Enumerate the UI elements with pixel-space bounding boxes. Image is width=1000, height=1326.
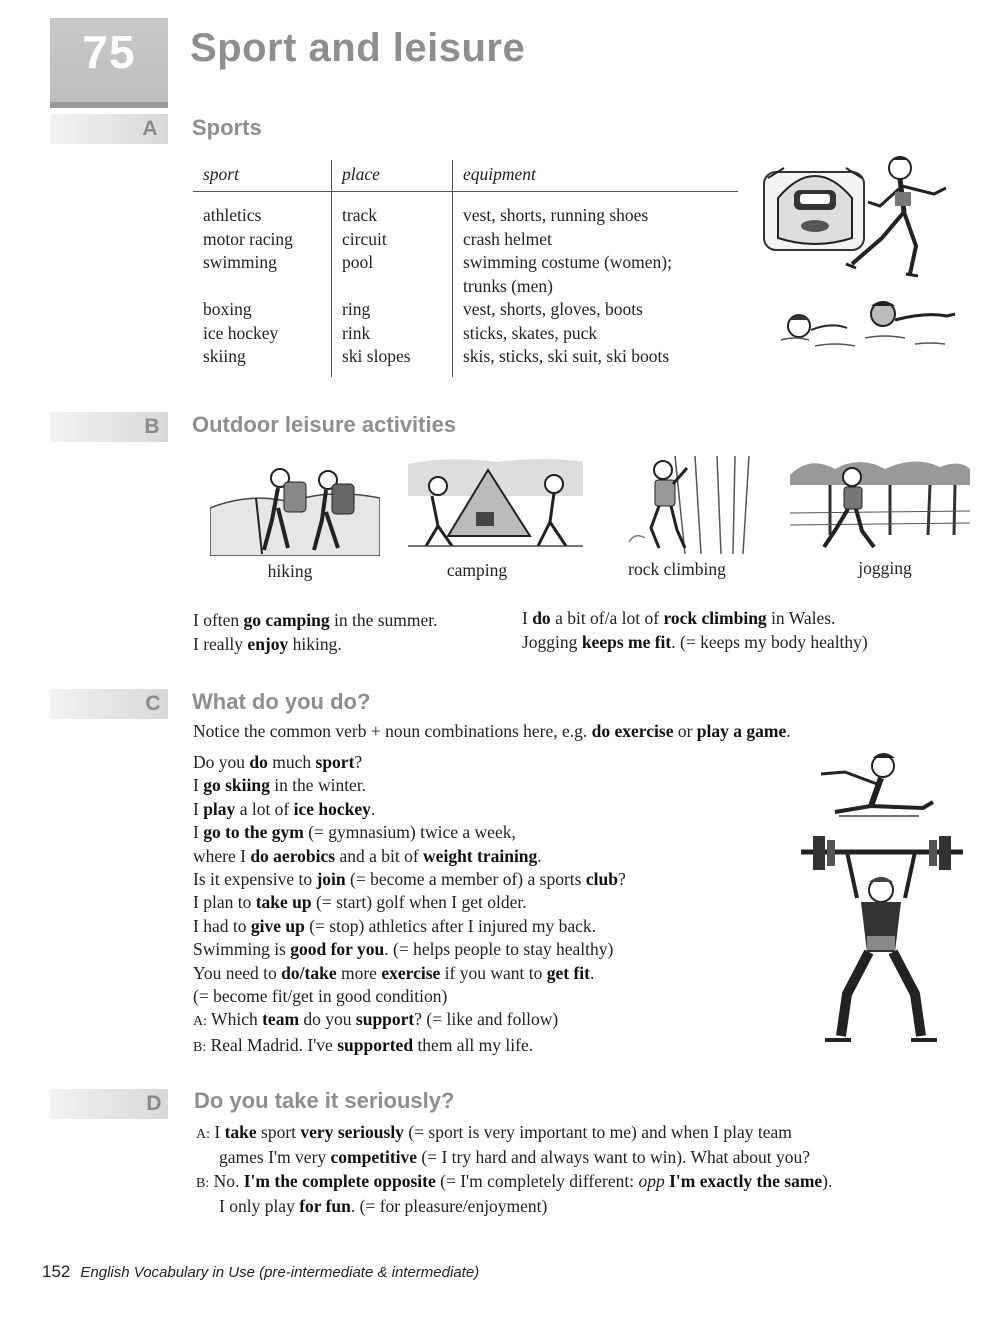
cell-sport: motor racing: [193, 228, 332, 252]
cell-sport: [193, 275, 332, 299]
cell-equipment: crash helmet: [463, 228, 552, 249]
book-title: English Vocabulary in Use (pre-intermediate & intermediate): [80, 1264, 480, 1281]
table-row: [193, 322, 738, 346]
dialogue-line: A: I take sport very seriously (= sport is very important to me) and when I play team: [196, 1122, 792, 1142]
section-c-title: What do you do?: [192, 689, 371, 714]
example-line: Is it expensive to join (= become a member of) a sports club?: [193, 869, 626, 890]
example-line: I go skiing in the winter.: [193, 775, 367, 796]
camping-illustration: [408, 456, 583, 552]
dialogue-line: B: Real Madrid. I've supported them all my life.: [193, 1034, 534, 1055]
page-footer: [42, 1262, 479, 1282]
hiking-illustration: [210, 458, 380, 556]
caption-rock-climbing: rock climbing: [628, 559, 726, 579]
section-d-letter: D: [146, 1092, 162, 1115]
example-rock-climbing: I do a bit of/a lot of rock climbing in Wales.: [522, 608, 836, 628]
section-b-letter: B: [144, 415, 160, 438]
cell-sport: athletics: [193, 192, 332, 228]
dialogue-line: I only play for fun. (= for pleasure/enjoyment): [219, 1196, 548, 1217]
cell-equipment: vest, shorts, running shoes: [463, 205, 649, 225]
example-keeps-fit: Jogging keeps me fit. (= keeps my body healthy): [522, 632, 868, 652]
unit-title: Sport and leisure: [190, 26, 526, 70]
caption-camping: camping: [446, 560, 508, 580]
caption-jogging: jogging: [858, 558, 912, 578]
table-row: [193, 345, 738, 377]
section-a-title: Sports: [192, 115, 262, 140]
example-line: I plan to take up (= start) golf when I get older.: [193, 892, 527, 913]
unit-number-box: [50, 18, 168, 108]
example-line: Do you do much sport?: [193, 752, 363, 772]
header-equipment: equipment: [453, 160, 739, 192]
swimmers-illustration: [775, 292, 960, 360]
example-line: I had to give up (= stop) athletics after I injured my back.: [193, 915, 597, 936]
cell-sport: boxing: [193, 298, 332, 322]
cell-equipment: trunks (men): [463, 275, 553, 296]
cell-sport: ice hockey: [193, 322, 332, 346]
dialogue-line: A: Which team do you support? (= like and follow): [193, 1009, 559, 1030]
stretching-illustration: [815, 750, 935, 826]
cell-place: ring: [332, 298, 453, 322]
example-line: You need to do/take more exercise if you want to get fit.: [193, 962, 595, 983]
example-go-camping: I often go camping in the summer.: [193, 610, 438, 630]
cell-equipment: vest, shorts, gloves, boots: [463, 299, 643, 319]
cell-place: ski slopes: [332, 345, 453, 377]
weightlifter-illustration: [795, 828, 970, 1050]
header-sport: sport: [193, 160, 332, 192]
cell-sport: swimming: [193, 251, 332, 275]
cell-equipment: sticks, skates, puck: [463, 322, 598, 343]
table-row: [193, 298, 738, 322]
page-number: 152: [42, 1262, 71, 1281]
table-row: [193, 228, 738, 252]
example-line: where I do aerobics and a bit of weight training.: [193, 845, 542, 866]
rock-climbing-illustration: [625, 456, 755, 554]
section-b-title: Outdoor leisure activities: [192, 412, 457, 437]
dialogue-line: games I'm very competitive (= I try hard and always want to win). What about you?: [219, 1147, 811, 1168]
sports-table: [193, 160, 738, 377]
section-c-intro: Notice the common verb + noun combinations here, e.g. do exercise or play a game.: [193, 721, 791, 741]
cell-equipment: swimming costume (women);: [463, 252, 673, 272]
cell-place: rink: [332, 322, 453, 346]
cell-place: track: [332, 192, 453, 228]
table-header-row: [193, 160, 738, 192]
section-d-dialogue: [196, 1121, 832, 1219]
table-row: [193, 192, 738, 228]
jogging-illustration: [790, 455, 970, 553]
cell-equipment: skis, sticks, ski suit, ski boots: [463, 346, 670, 366]
example-line: Swimming is good for you. (= helps people to stay healthy): [193, 939, 614, 960]
example-line: I play a lot of ice hockey.: [193, 798, 376, 819]
cell-place: circuit: [332, 228, 453, 252]
section-c-examples: [193, 751, 626, 1059]
cell-place: pool: [332, 251, 453, 275]
cell-sport: skiing: [193, 345, 332, 377]
header-place: place: [332, 160, 453, 192]
example-line: I go to the gym (= gymnasium) twice a week,: [193, 822, 516, 843]
cell-place: [332, 275, 453, 299]
caption-hiking: hiking: [267, 561, 313, 581]
runner-illustration: [838, 150, 958, 280]
example-line: (= become fit/get in good condition): [193, 986, 448, 1007]
table-row: [193, 251, 738, 275]
section-a-letter: A: [142, 117, 158, 140]
dialogue-line: B: No. I'm the complete opposite (= I'm completely different: opp I'm exactly the same).: [196, 1170, 833, 1191]
table-row: [193, 275, 738, 299]
section-d-title: Do you take it seriously?: [194, 1088, 455, 1113]
section-c-letter: C: [145, 692, 161, 715]
example-enjoy-hiking: I really enjoy hiking.: [193, 634, 342, 654]
unit-number: 75: [82, 26, 136, 78]
